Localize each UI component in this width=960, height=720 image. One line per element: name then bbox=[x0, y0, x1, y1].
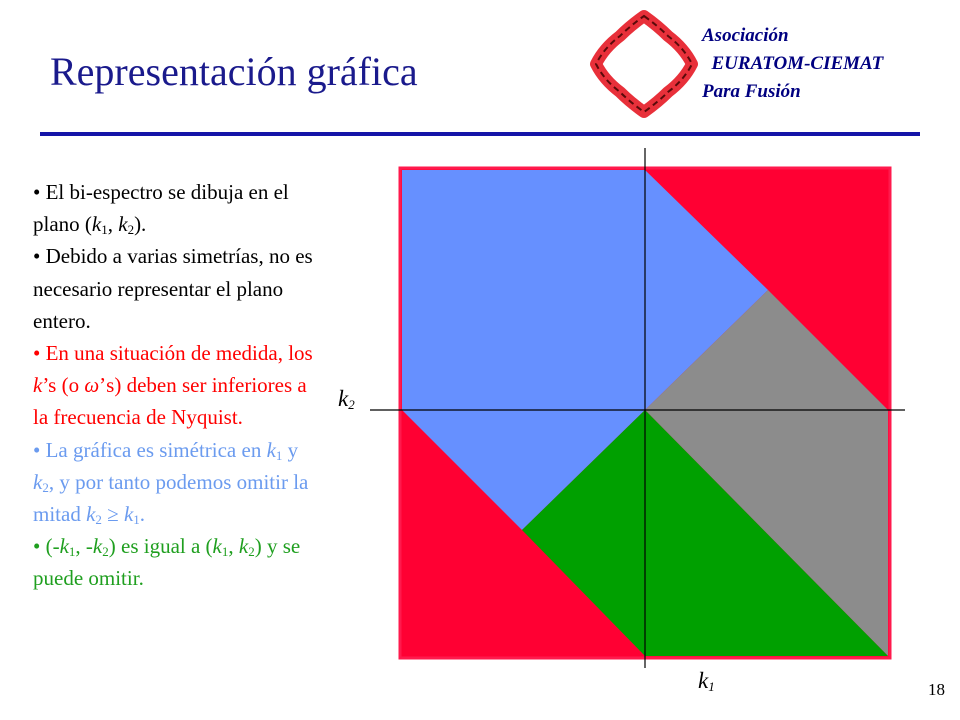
bullet-list bbox=[33, 176, 318, 595]
page-number: 18 bbox=[928, 680, 945, 699]
organization-name: Asociación EURATOM-CIEMAT Para Fusión bbox=[702, 25, 884, 102]
slide-title: Representación gráfica bbox=[50, 49, 418, 94]
k1-axis-label: $k_1$ bbox=[698, 668, 715, 694]
title-underline bbox=[40, 132, 920, 136]
bullet-item: • El bi-espectro se dibuja en el plano ($k_1$, $k_2$). bbox=[33, 180, 289, 238]
bispectrum-plane-diagram bbox=[370, 148, 910, 668]
bullet-item: • La gráfica es simétrica en $k_1$ y $k_2$, y por tanto podemos omitir la mitad $k_2 \ge k_1$. bbox=[33, 437, 309, 528]
bullet-item: • En una situación de medida, los k’s (o ω’s) deben ser inferiores a la frecuencia de Nyquist. bbox=[33, 341, 313, 430]
bullet-item: • Debido a varias simetrías, no es necesario representar el plano entero. bbox=[33, 244, 313, 333]
k2-axis-label: $k_2$ bbox=[338, 386, 355, 412]
association-logo bbox=[588, 8, 700, 120]
bullet-item: • ($-k_1$, $-k_2$) es igual a ($k_1$, $k_2$) y se puede omitir. bbox=[33, 534, 301, 591]
